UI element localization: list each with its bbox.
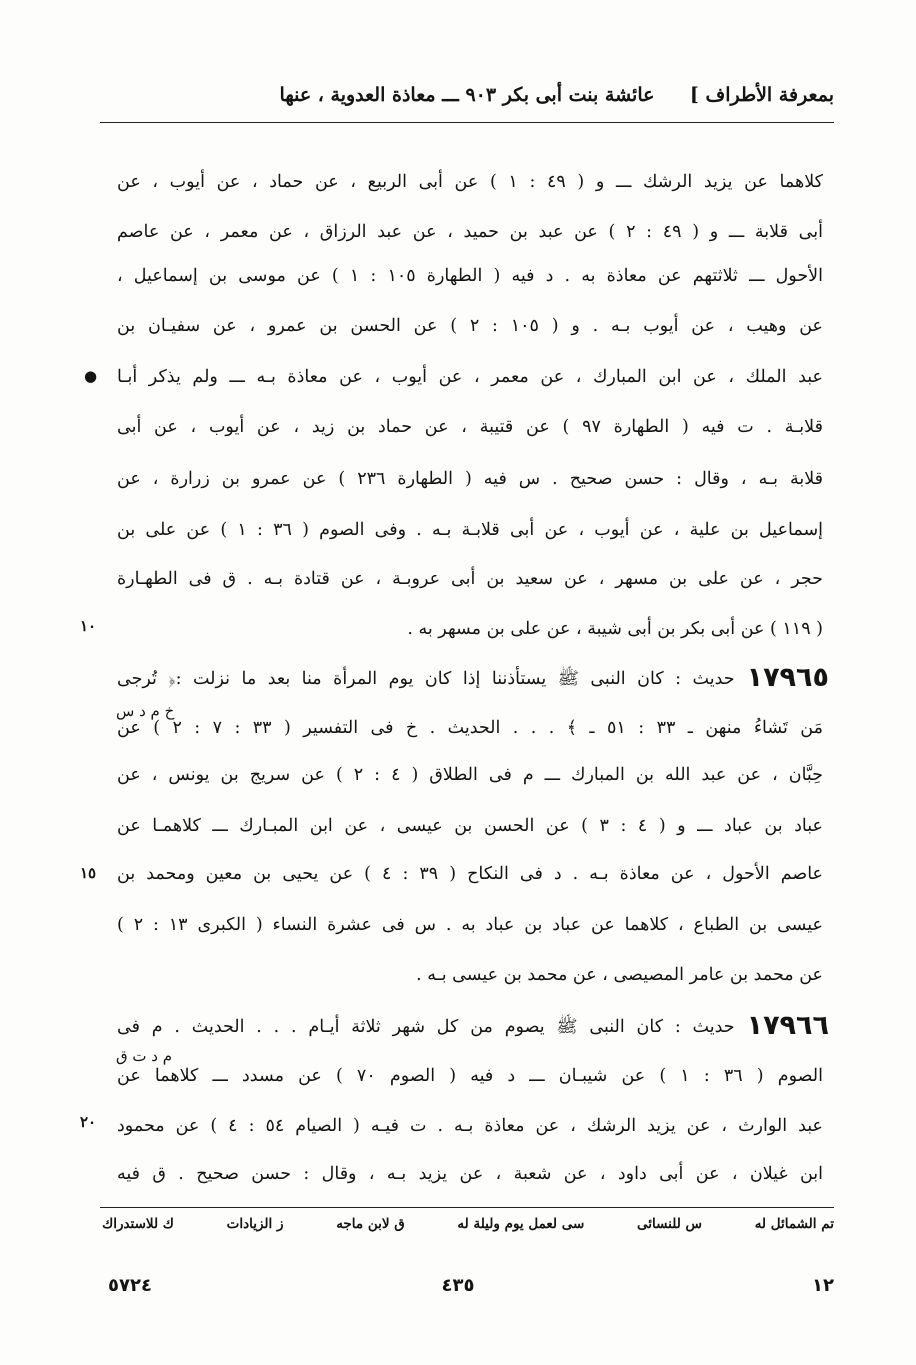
text-line: حِبَّان ، عن عبد الله بن المبارك ـــ م فى الطلاق ( ٤ : ٢ ) عن سريج بن يونس ، عن — [117, 765, 823, 785]
abbreviation: ق لابن ماجه — [336, 1216, 405, 1232]
text-line: عن محمد بن عامر المصيصى ، عن محمد بن عيسى بـه . — [416, 965, 823, 985]
running-header — [100, 80, 834, 122]
sigla-17965: خ م د س — [116, 702, 175, 720]
text-line: عاصم الأحول ، عن معاذة بـه . د فى النكاح ( ٣٩ : ٤ ) عن يحيى بن معين ومحمد بن — [117, 864, 823, 884]
hadith-text: حديث : كان النبى ﷺ يستأذننا إذا كان يوم المرأة منا بعد ما نزلت :﴿ تُرجى — [117, 669, 735, 689]
text-line: عبد الملك ، عن ابن المبارك ، عن معمر ، عن أيوب ، عن معاذة بـه ـــ ولم يذكر أبـا — [117, 367, 823, 387]
header-rule — [100, 122, 834, 123]
abbreviation: تم الشمائل له — [754, 1216, 834, 1232]
hadith-text: حديث : كان النبى ﷺ يصوم من كل شهر ثلاثة أيـام . . . الحديث . م فى — [117, 1017, 735, 1037]
abbreviation: ك للاستدراك — [102, 1216, 174, 1232]
text-line: قلابة بـه ، وقال : حسن صحيح . س فيه ( الطهارة ٢٣٦ ) عن عمرو بن زرارة ، عن — [117, 469, 823, 489]
header-right: بمعرفة الأطراف ] — [689, 84, 834, 106]
text-line: أبى قلابة ـــ و ( ٤٩ : ٢ ) عن عبد بن حميد ، عن عبد الرزاق ، عن معمر ، عن عاصم — [117, 222, 823, 242]
text-line: الصوم ( ٣٦ : ١ ) عن شيبـان ـــ د فيه ( الصوم ٧٠ ) عن مسدد ـــ كلاهما عن — [117, 1066, 823, 1086]
sigla-17966: م د ت ق — [116, 1047, 173, 1065]
hadith-number: ١٧٩٦٦ — [746, 1010, 829, 1041]
header-title: عائشة بنت أبى بكر ٩٠٣ ـــ معاذة العدوية ، عنها — [279, 84, 655, 106]
abbreviation: س للنسائى — [636, 1216, 702, 1232]
abbreviation: ز الزيادات — [226, 1216, 284, 1232]
hadith-entry-line — [117, 659, 829, 697]
text-line: ( ١١٩ ) عن أبى بكر بن أبى شيبة ، عن على بن مسهر به . — [407, 619, 823, 639]
volume-number: ٥٧٢٤ — [108, 1275, 152, 1296]
hadith-entry-line — [117, 1007, 829, 1045]
text-line: ابن غيلان ، عن أبى داود ، عن شعبة ، عن يزيد بـه ، وقال : حسن صحيح . ق فيه — [117, 1164, 823, 1184]
text-line: كلاهما عن يزيد الرشك ـــ و ( ٤٩ : ١ ) عن أبى الربيع ، عن حماد ، عن أيوب ، عن — [117, 172, 823, 192]
text-line: مَن تَشاءُ منهن ـ ٣٣ : ٥١ ـ ﴾ . . . الحديث . خ فى التفسير ( ٣٣ : ٧ : ٢ ) عن — [117, 718, 823, 738]
hadith-number: ١٧٩٦٥ — [746, 662, 829, 693]
line-number-10: ١٠ — [80, 617, 97, 635]
line-number-20: ٢٠ — [80, 1113, 97, 1131]
text-line: عبد الوارث ، عن يزيد الرشك ، عن معاذة بـه . ت فيـه ( الصيام ٥٤ : ٤ ) عن محمود — [117, 1116, 823, 1136]
abbreviation-key — [102, 1216, 834, 1244]
page-number: ١٢ — [812, 1275, 834, 1296]
text-line: عن وهيب ، عن أيوب بـه . و ( ١٠٥ : ٢ ) عن الحسن بن عمرو ، عن سفيـان بن — [117, 316, 823, 336]
footnote-rule — [100, 1207, 834, 1208]
text-line: قلابـة . ت فيه ( الطهارة ٩٧ ) عن قتيبة ، عن حماد بن زيد ، عن أيوب ، عن أبى — [117, 417, 823, 437]
margin-bullet: ● — [84, 367, 98, 385]
line-number-15: ١٥ — [80, 864, 97, 882]
center-number: ٤٣٥ — [441, 1275, 475, 1296]
text-line: حجر ، عن على بن مسهر ، عن سعيد بن أبى عروبـة ، عن قتادة بـه . ق فى الطهـارة — [117, 569, 823, 589]
text-line: عيسى بن الطباع ، كلاهما عن عباد بن عباد به . س فى عشرة النساء ( الكبرى ١٣ : ٢ ) — [117, 915, 823, 935]
text-line: إسماعيل بن علية ، عن أيوب ، عن أبى قلابـة بـه . وفى الصوم ( ٣٦ : ١ ) عن على بن — [117, 520, 823, 540]
text-line: الأحول ـــ ثلاثتهم عن معاذة به . د فيه ( الطهارة ١٠٥ : ١ ) عن موسى بن إسماعيل ، — [117, 266, 823, 286]
abbreviation: سى لعمل يوم وليلة له — [457, 1216, 585, 1232]
text-line: عباد بن عباد ـــ و ( ٤ : ٣ ) عن الحسن بن عيسى ، عن ابن المبـارك ـــ كلاهمـا عن — [117, 816, 823, 836]
